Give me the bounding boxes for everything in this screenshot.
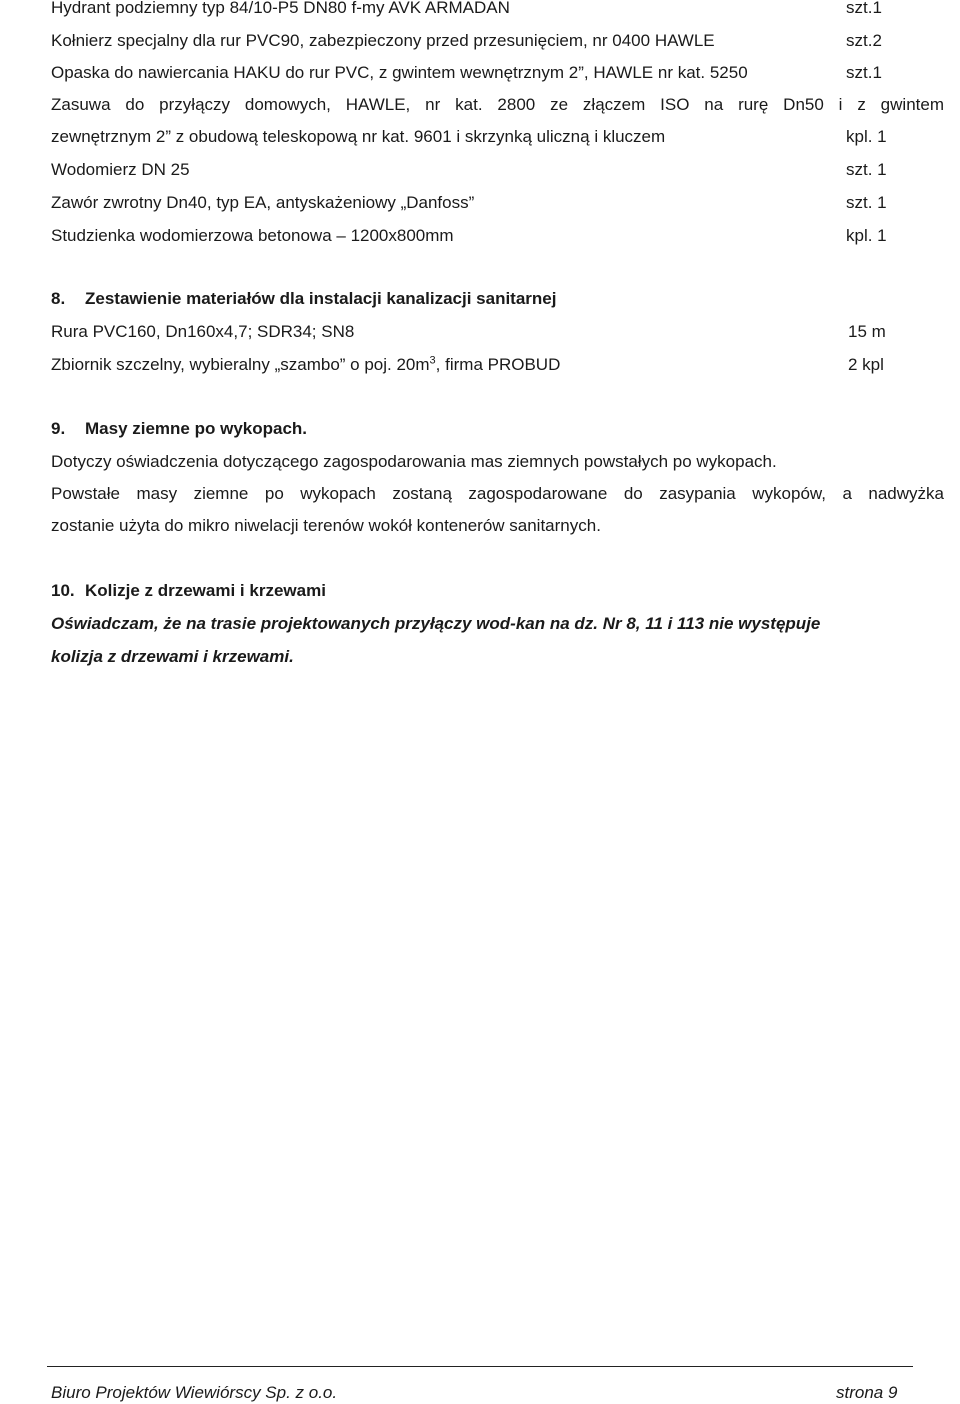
superscript: 3	[429, 354, 436, 367]
statement-line: kolizja z drzewami i krzewami.	[51, 647, 294, 666]
material-item-text: Zasuwa do przyłączy domowych, HAWLE, nr kat. 2800 ze złączem ISO na rurę Dn50 i z gwintem	[51, 95, 944, 114]
statement-line: Oświadczam, że na trasie projektowanych przyłączy wod-kan na dz. Nr 8, 11 i 113 nie występuje	[51, 614, 821, 633]
material-qty: 2 kpl	[848, 355, 884, 374]
material-qty: szt. 1	[846, 193, 887, 212]
material-item	[51, 95, 944, 115]
paragraph-line	[51, 484, 944, 504]
paragraph-line: zostanie użyta do mikro niwelacji terenów wokół kontenerów sanitarnych.	[51, 516, 601, 535]
material-item	[51, 355, 560, 375]
section-heading	[51, 581, 326, 601]
material-item: Rura PVC160, Dn160x4,7; SDR34; SN8	[51, 322, 355, 341]
material-item: Kołnierz specjalny dla rur PVC90, zabezpieczony przed przesunięciem, nr 0400 HAWLE	[51, 31, 715, 50]
material-qty: szt.2	[846, 31, 882, 50]
material-qty: 15 m	[848, 322, 886, 341]
material-item: Studzienka wodomierzowa betonowa – 1200x800mm	[51, 226, 454, 245]
section-title: Kolizje z drzewami i krzewami	[85, 581, 326, 600]
section-number: 9.	[51, 419, 66, 438]
footer-divider	[47, 1366, 913, 1367]
material-qty: szt.1	[846, 0, 882, 17]
paragraph: Dotyczy oświadczenia dotyczącego zagospodarowania mas ziemnych powstałych po wykopach.	[51, 452, 777, 471]
material-qty: szt. 1	[846, 160, 887, 179]
material-item: Zawór zwrotny Dn40, typ EA, antyskażeniowy „Danfoss”	[51, 193, 475, 212]
item-text: Zbiornik szczelny, wybieralny „szambo” o poj. 20m	[51, 355, 430, 374]
footer-page-number: strona 9	[836, 1383, 898, 1402]
section-heading	[51, 289, 556, 309]
material-qty: szt.1	[846, 63, 882, 82]
section-number: 10.	[51, 581, 75, 600]
item-text: , firma PROBUD	[435, 355, 561, 374]
section-heading	[51, 419, 307, 439]
section-title: Masy ziemne po wykopach.	[85, 419, 308, 438]
section-title: Zestawienie materiałów dla instalacji kanalizacji sanitarnej	[85, 289, 557, 308]
section-number: 8.	[51, 289, 66, 308]
material-item: Hydrant podziemny typ 84/10-P5 DN80 f-my AVK ARMADAN	[51, 0, 510, 17]
material-item: Wodomierz DN 25	[51, 160, 190, 179]
footer-company: Biuro Projektów Wiewiórscy Sp. z o.o.	[51, 1383, 338, 1402]
material-item: Opaska do nawiercania HAKU do rur PVC, z gwintem wewnętrznym 2”, HAWLE nr kat. 5250	[51, 63, 748, 82]
material-item: zewnętrznym 2” z obudową teleskopową nr kat. 9601 i skrzynką uliczną i kluczem	[51, 127, 666, 146]
material-qty: kpl. 1	[846, 226, 887, 245]
material-qty: kpl. 1	[846, 127, 887, 146]
paragraph-text: Powstałe masy ziemne po wykopach zostaną zagospodarowane do zasypania wykopów, a nadwyżka	[51, 484, 944, 503]
